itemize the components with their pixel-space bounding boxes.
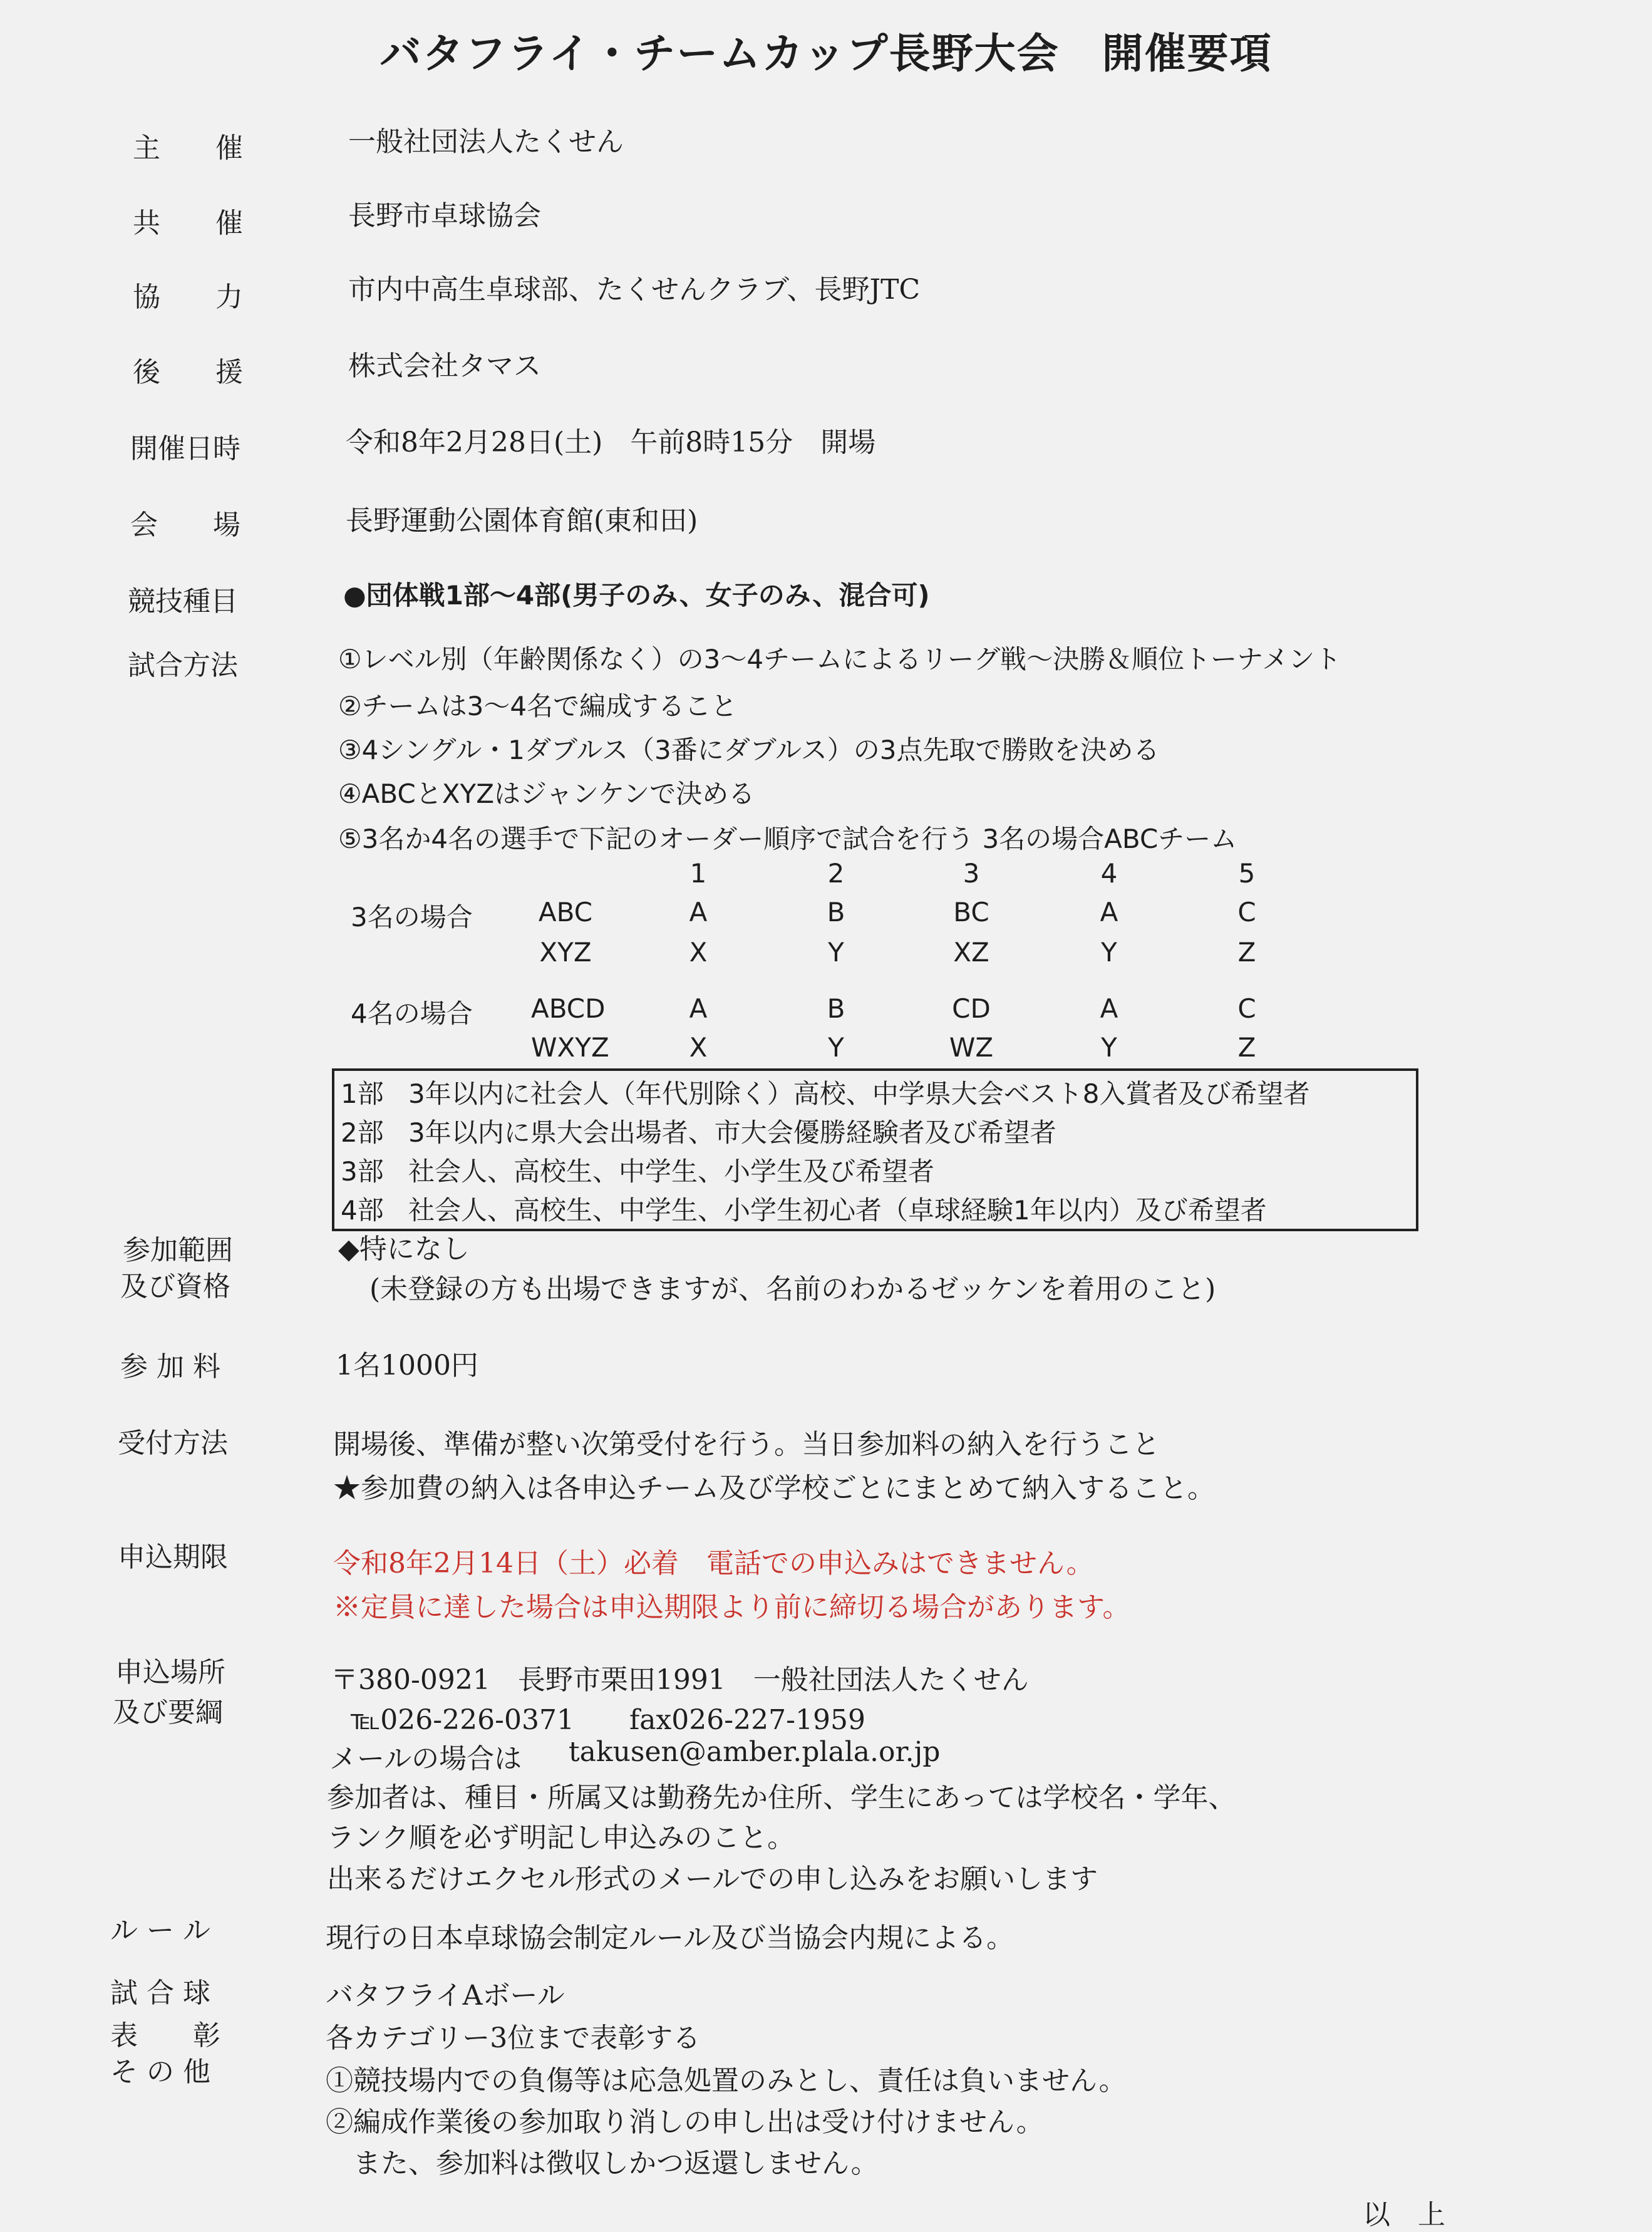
application-note-2: ランク順を必ず明記し申込みのこと。: [327, 1822, 795, 1854]
value-fee: 1名1000円: [336, 1350, 478, 1382]
label-reception: 受付方法: [118, 1427, 228, 1459]
closing-mark: 以 上: [1363, 2199, 1445, 2231]
division-text: 3年以内に県大会出場者、市大会優勝経験者及び希望者: [408, 1117, 1056, 1148]
application-note-1: 参加者は、種目・所属又は勤務先か住所、学生にあっては学校名・学年、: [327, 1782, 1236, 1814]
deadline-line-1: 令和8年2月14日（土）必着 電話での申込みはできません。: [333, 1547, 1094, 1579]
order-header-3: 3: [963, 858, 980, 889]
order-cell: A: [689, 897, 708, 927]
value-ball: バタフライAボール: [326, 1980, 565, 2012]
value-award: 各カテゴリー3位まで表彰する: [326, 2022, 701, 2054]
value-venue: 長野運動公園体育館(東和田): [346, 505, 698, 537]
order-cell: B: [827, 897, 845, 927]
value-rules: 現行の日本卓球協会制定ルール及び当協会内規による。: [326, 1922, 1014, 1954]
order-team: WXYZ: [531, 1032, 609, 1063]
application-phone: ℡026-226-0371 fax026-227-1959: [351, 1704, 865, 1736]
label-fee: 参 加 料: [120, 1351, 220, 1383]
value-organizer: 一般社団法人たくせん: [348, 126, 624, 158]
division-row: [341, 1112, 1056, 1150]
order-header-5: 5: [1238, 858, 1256, 889]
label-cooperation: 協 力: [133, 281, 243, 313]
order-cell: Y: [1101, 937, 1117, 968]
method-line-5: ⑤3名か4名の選手で下記のオーダー順序で試合を行う 3名の場合ABCチーム: [338, 824, 1237, 854]
division-name: 3部: [341, 1156, 384, 1187]
order-cell: Y: [1101, 1032, 1117, 1063]
division-name: 1部: [341, 1078, 384, 1109]
order-group-3-label: 3名の場合: [351, 902, 473, 933]
label-event: 競技種目: [128, 586, 238, 617]
order-team: ABC: [538, 897, 593, 927]
method-line-3: ③4シングル・1ダブルス（3番にダブルス）の3点先取で勝敗を決める: [338, 735, 1160, 765]
other-line-3: また、参加料は徴収しかつ返還しません。: [326, 2147, 879, 2179]
order-header-1: 1: [689, 858, 707, 889]
value-support: 株式会社タマス: [348, 350, 541, 382]
label-ball: 試 合 球: [110, 1977, 210, 2009]
division-text: 社会人、高校生、中学生、小学生及び希望者: [408, 1156, 935, 1187]
method-line-4: ④ABCとXYZはジャンケンで決める: [338, 778, 755, 809]
application-mail-label: メールの場合は: [329, 1743, 522, 1775]
label-eligibility-2: 及び資格: [120, 1271, 230, 1303]
label-cohost: 共 催: [133, 207, 243, 239]
division-name: 4部: [341, 1195, 384, 1226]
label-match-method: 試合方法: [128, 649, 238, 681]
order-group-4-label: 4名の場合: [351, 998, 473, 1029]
order-cell: Y: [828, 1032, 844, 1063]
order-cell: A: [1100, 897, 1118, 927]
label-award: 表 彰: [110, 2020, 220, 2052]
deadline-line-2: ※定員に達した場合は申込期限より前に締切る場合があります。: [333, 1591, 1130, 1623]
order-cell: Z: [1237, 1032, 1256, 1063]
reception-line-2: ★参加費の納入は各申込チーム及び学校ごとにまとめて納入すること。: [333, 1472, 1215, 1504]
order-cell: B: [827, 993, 845, 1024]
division-row: [341, 1073, 1309, 1111]
application-address: 〒380-0921 長野市栗田1991 一般社団法人たくせん: [331, 1664, 1029, 1696]
order-team: XYZ: [539, 937, 592, 968]
order-cell: Z: [1237, 937, 1256, 968]
label-other: そ の 他: [110, 2056, 210, 2088]
order-cell: A: [1100, 993, 1118, 1024]
division-row: [341, 1151, 934, 1189]
label-datetime: 開催日時: [130, 433, 240, 465]
order-cell: WZ: [949, 1032, 994, 1063]
label-application-2: 及び要綱: [113, 1697, 223, 1728]
method-line-1: ①レベル別（年齢関係なく）の3～4チームによるリーグ戦～決勝＆順位トーナメント: [338, 644, 1341, 674]
other-line-2: ②編成作業後の参加取り消しの申し出は受け付けません。: [326, 2106, 1044, 2138]
division-text: 3年以内に社会人（年代別除く）高校、中学県大会ベスト8入賞者及び希望者: [408, 1078, 1310, 1109]
division-box: [332, 1068, 1418, 1231]
reception-line-1: 開場後、準備が整い次第受付を行う。当日参加料の納入を行うこと: [333, 1429, 1160, 1460]
application-mail-address: takusen@amber.plala.or.jp: [569, 1736, 941, 1768]
division-text: 社会人、高校生、中学生、小学生初心者（卓球経験1年以内）及び希望者: [408, 1195, 1267, 1226]
label-organizer: 主 催: [133, 132, 243, 164]
method-line-2: ②チームは3～4名で編成すること: [338, 691, 738, 721]
order-cell: A: [689, 993, 708, 1024]
eligibility-line-1: ◆特になし: [338, 1233, 470, 1265]
label-support: 後 援: [133, 356, 243, 388]
application-note-3: 出来るだけエクセル形式のメールでの申し込みをお願いします: [327, 1863, 1098, 1895]
value-cohost: 長野市卓球協会: [348, 200, 541, 232]
label-venue: 会 場: [130, 509, 240, 541]
order-cell: X: [689, 937, 708, 968]
order-team: ABCD: [531, 993, 606, 1024]
division-name: 2部: [341, 1117, 384, 1148]
order-cell: X: [689, 1032, 708, 1063]
division-row: [341, 1190, 1267, 1227]
value-datetime: 令和8年2月28日(土) 午前8時15分 開場: [346, 426, 876, 458]
order-cell: C: [1237, 993, 1256, 1024]
label-rules: ル ー ル: [110, 1914, 210, 1946]
label-application-1: 申込場所: [115, 1656, 225, 1688]
value-event: ●団体戦1部～4部(男子のみ、女子のみ、混合可): [343, 580, 930, 611]
order-cell: Y: [828, 937, 844, 968]
order-cell: C: [1237, 897, 1256, 927]
label-deadline: 申込期限: [118, 1541, 228, 1573]
other-line-1: ①競技場内での負傷等は応急処置のみとし、責任は負いません。: [326, 2065, 1127, 2097]
order-cell: BC: [953, 897, 989, 927]
order-cell: XZ: [953, 937, 989, 968]
label-eligibility-1: 参加範囲: [123, 1234, 233, 1266]
page-title: バタフライ・チームカップ長野大会 開催要項: [379, 29, 1273, 78]
order-header-4: 4: [1100, 858, 1118, 889]
order-header-2: 2: [827, 858, 845, 889]
eligibility-line-2: (未登録の方も出場できますが、名前のわかるゼッケンを着用のこと): [369, 1273, 1216, 1305]
value-cooperation: 市内中高生卓球部、たくせんクラブ、長野JTC: [348, 274, 921, 306]
order-cell: CD: [952, 993, 991, 1024]
